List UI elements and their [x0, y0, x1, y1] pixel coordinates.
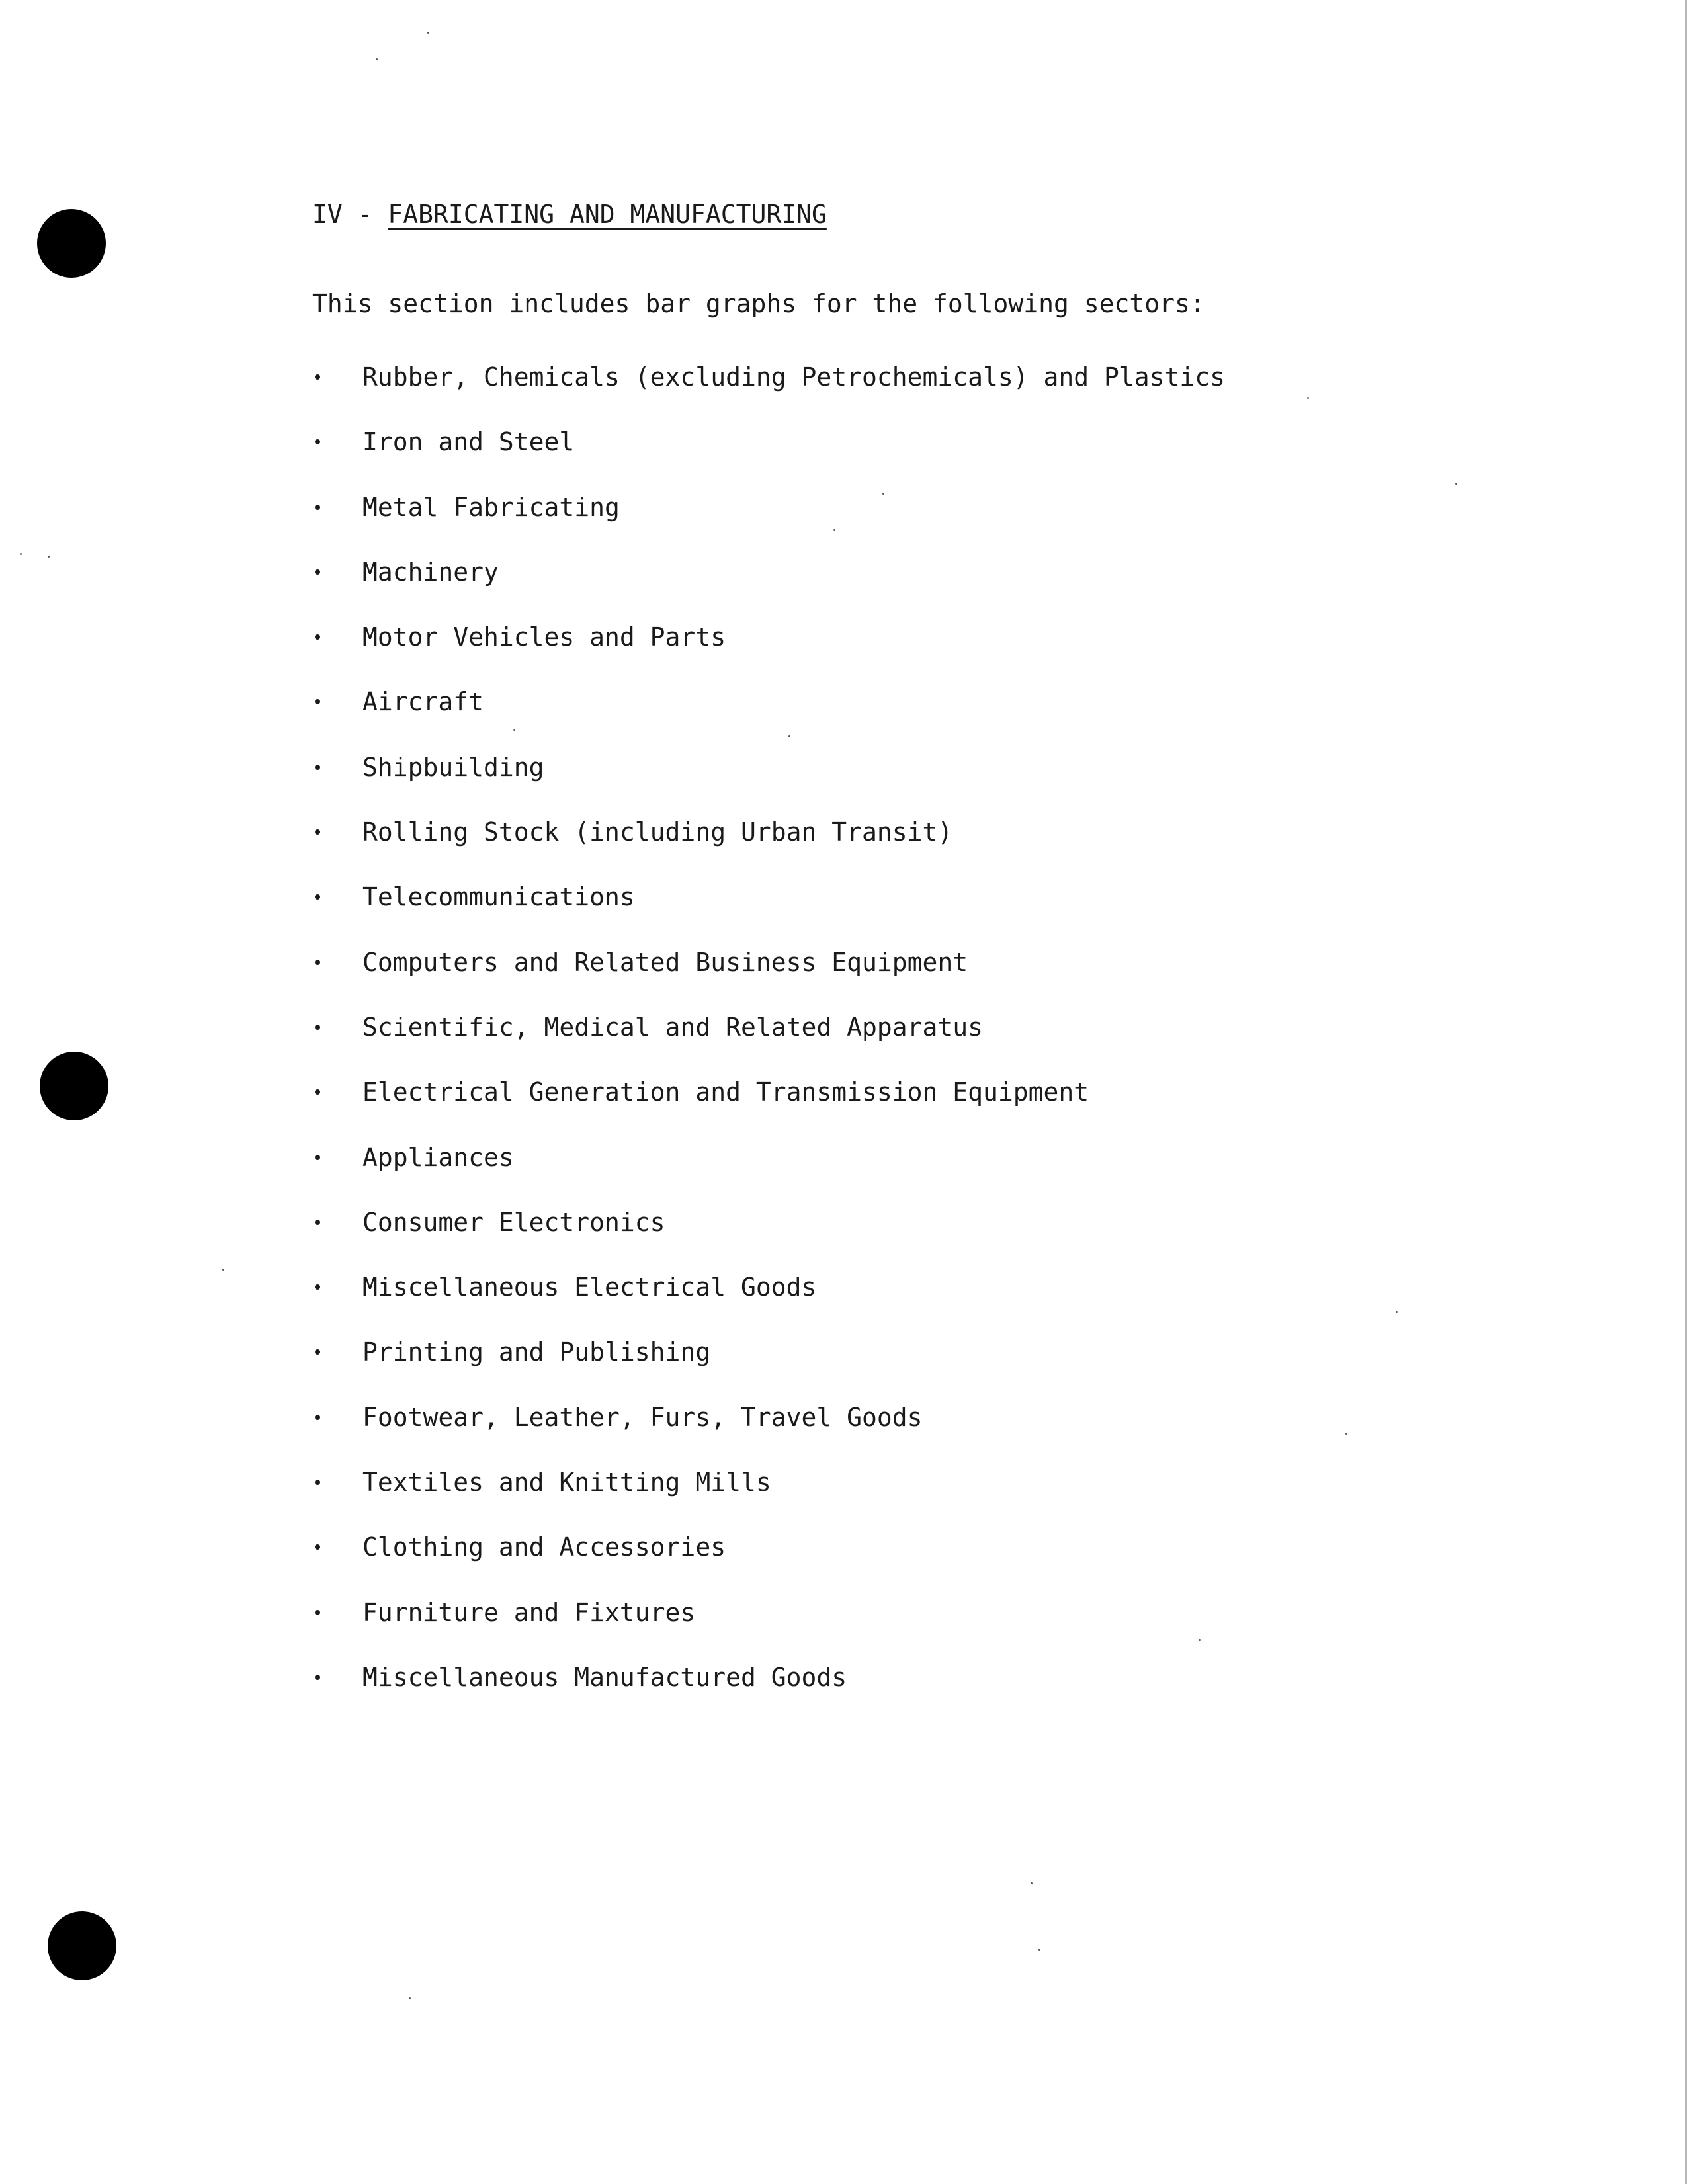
section-number: IV - — [312, 200, 373, 229]
sector-label: Telecommunications — [362, 882, 635, 912]
bullet-dot — [315, 1544, 320, 1550]
page-edge-line — [1685, 0, 1687, 2184]
bullet-dot — [315, 439, 320, 444]
scan-speck — [1199, 1639, 1201, 1641]
scan-speck — [427, 32, 429, 34]
section-title: FABRICATING AND MANUFACTURING — [388, 200, 827, 229]
scan-speck — [222, 1269, 224, 1271]
bullet-dot — [315, 1155, 320, 1160]
sector-label: Consumer Electronics — [362, 1207, 665, 1237]
binder-hole-bottom — [48, 1911, 116, 1980]
bullet-dot — [315, 1610, 320, 1615]
sector-label: Motor Vehicles and Parts — [362, 622, 726, 652]
bullet-dot — [315, 1675, 320, 1680]
sector-label: Printing and Publishing — [362, 1337, 711, 1367]
bullet-dot — [315, 505, 320, 510]
scan-speck — [788, 735, 790, 737]
bullet-dot — [315, 634, 320, 640]
sector-label: Rolling Stock (including Urban Transit) — [362, 818, 953, 847]
bullet-dot — [315, 894, 320, 900]
scan-speck — [1307, 397, 1309, 399]
bullet-dot — [315, 1480, 320, 1485]
bullet-dot — [315, 374, 320, 380]
sector-label: Electrical Generation and Transmission Equipment — [362, 1077, 1089, 1107]
scan-speck — [376, 58, 378, 60]
sector-label: Miscellaneous Manufactured Goods — [362, 1662, 847, 1692]
bullet-dot — [315, 1025, 320, 1030]
sector-label: Shipbuilding — [362, 752, 544, 782]
scan-speck — [513, 729, 515, 731]
bullet-dot — [315, 960, 320, 965]
sector-label: Clothing and Accessories — [362, 1533, 726, 1562]
sector-label: Iron and Steel — [362, 427, 575, 457]
scan-speck — [20, 553, 22, 555]
bullet-dot — [315, 1220, 320, 1225]
sector-label: Computers and Related Business Equipment — [362, 947, 968, 977]
scan-speck — [833, 529, 835, 531]
bullet-dot — [315, 699, 320, 704]
bullet-dot — [315, 829, 320, 835]
sector-label: Scientific, Medical and Related Apparatus — [362, 1012, 983, 1042]
binder-hole-top — [37, 209, 106, 278]
bullet-dot — [315, 1284, 320, 1290]
scan-speck — [1038, 1949, 1040, 1951]
sector-label: Appliances — [362, 1142, 514, 1172]
scan-speck — [1345, 1433, 1347, 1435]
intro-text: This section includes bar graphs for the following sectors: — [312, 289, 1205, 318]
sector-label: Machinery — [362, 557, 499, 587]
sector-label: Rubber, Chemicals (excluding Petrochemicals) and Plastics — [362, 362, 1226, 392]
bullet-dot — [315, 569, 320, 575]
scan-speck — [1455, 483, 1457, 485]
sector-label: Metal Fabricating — [362, 492, 620, 522]
sector-label: Aircraft — [362, 687, 484, 717]
scan-speck — [48, 556, 50, 558]
bullet-dot — [315, 1349, 320, 1355]
sector-label: Textiles and Knitting Mills — [362, 1468, 771, 1497]
bullet-dot — [315, 1415, 320, 1420]
binder-hole-middle — [40, 1052, 108, 1120]
scan-speck — [882, 493, 884, 495]
bullet-dot — [315, 1089, 320, 1095]
sector-label: Footwear, Leather, Furs, Travel Goods — [362, 1402, 923, 1432]
scan-speck — [1031, 1882, 1033, 1884]
sector-label: Furniture and Fixtures — [362, 1597, 696, 1627]
scan-speck — [1396, 1311, 1398, 1313]
bullet-dot — [315, 765, 320, 770]
section-heading — [312, 198, 827, 230]
scan-speck — [409, 1997, 411, 1999]
sector-label: Miscellaneous Electrical Goods — [362, 1273, 817, 1302]
